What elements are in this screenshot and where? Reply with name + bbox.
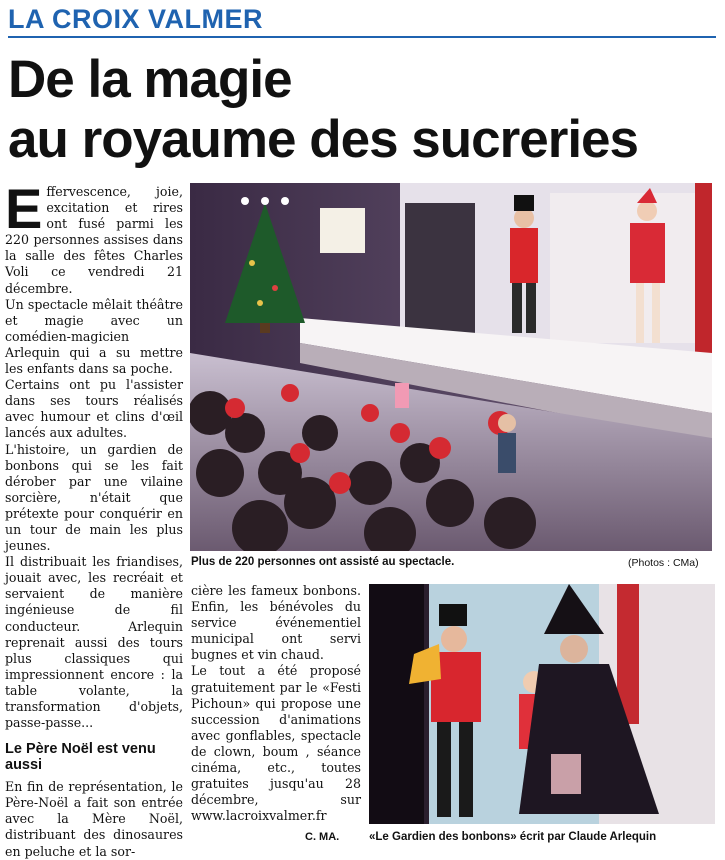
photo-credit: (Photos : CMa) [628,557,699,569]
section-kicker: LA CROIX VALMER [8,4,263,34]
article-column-1 [5,177,183,860]
drop-cap: E [5,177,43,240]
subheading: Le Père Noël est venu aussi [5,741,156,774]
paragraph-6: En fin de représentation, le Père-Noël a fait son entrée avec la Mère Noël, distribuant des dinosaures en peluche et la sor- [5,779,183,859]
paragraph-5: Il distribuait les friandises, jouait avec, les recréait et servaient de manière ingénieuse de fil conducteur. Arlequin reprenait aussi des tours plus classiques qui impressionnent encore : la table volante, la transformation d'objets, passe-passe... [5,554,183,731]
paragraph-7: cière les fameux bonbons. Enfin, les bénévoles du service événementiel municipal ont servi bugnes et vin chaud. [191,583,361,663]
paragraph-4: L'histoire, un gardien de bonbons qui se les fait dérober par une vilaine sorcière, n'était que prétexte pour conquérir en un tour de main les plus jeunes. [5,441,183,554]
main-photo-caption: Plus de 220 personnes ont assisté au spectacle. [191,556,455,568]
headline-line-1: De la magie [8,50,292,109]
paragraph-1 [5,177,183,297]
headline-line-2: au royaume des sucreries [8,110,639,169]
photo-stage-illustration [190,183,712,551]
photo-guardian-witch [369,584,715,824]
paragraph-1-text: ffervescence, joie, excitation et rires ont fusé parmi les 220 personnes assises dans la salle des fêtes Charles Voli ce vendredi 21 décembre. [5,184,183,296]
paragraph-3: Certains ont pu l'assister dans ses tours réalisés avec humour et clins d'œil lancés aux adultes. [5,377,183,441]
paragraph-2: Un spectacle mêlait théâtre et magie avec un comédien-magicien Arlequin qui a su mettre les enfants dans sa poche. [5,296,183,377]
second-photo-caption: «Le Gardien des bonbons» écrit par Claude Arlequin [369,831,657,843]
kicker-rule [8,36,716,38]
author-signature: C. MA. [305,831,340,843]
photo-guardian-illustration [369,584,715,824]
headline [8,50,720,170]
paragraph-8: Le tout a été proposé gratuitement par le «Festi Pichoun» qui propose une succession d'animations avec gonflables, spectacle de clown, boum , séance cinéma, etc., toutes gratuites jusqu'au 28 décembre, sur www.lacroixvalmer.fr [191,663,361,824]
article-column-2 [191,583,361,824]
photo-stage-show [190,183,712,551]
